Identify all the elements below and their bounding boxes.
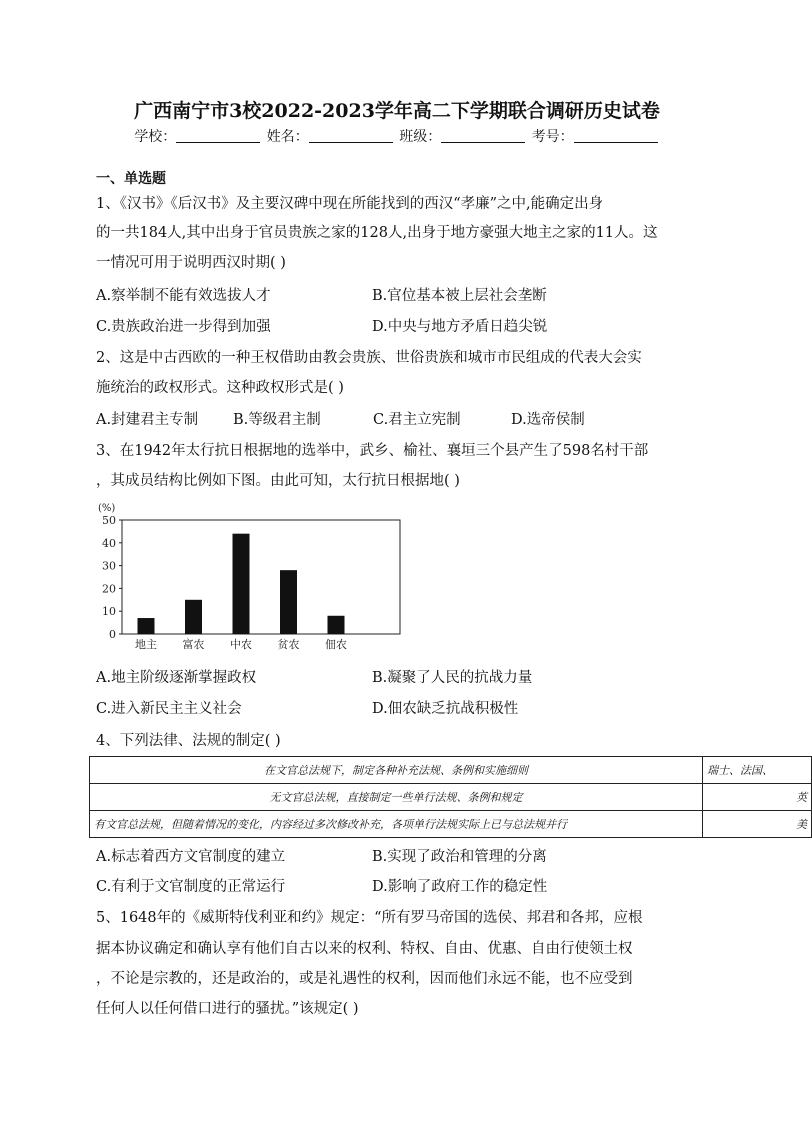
q5-line-1: 5、1648年的《威斯特伐利亚和约》规定：“所有罗马帝国的选侯、邦君和各邦，应根 xyxy=(96,910,643,926)
q2-option-a[interactable]: A.封建君主专制 xyxy=(96,412,199,428)
q4-option-b[interactable]: B.实现了政治和管理的分离 xyxy=(372,849,547,865)
table-row xyxy=(90,811,812,838)
chart-plot-frame xyxy=(122,520,400,634)
table-cell: 有文官总法规，但随着情况的变化，内容经过多次修改补充，各项单行法规实际上已与总法规并行 xyxy=(90,811,703,838)
q3-option-c[interactable]: C.进入新民主主义社会 xyxy=(96,701,242,717)
chart-bar-1 xyxy=(138,618,155,634)
q1-option-b[interactable]: B.官位基本被上层社会垄断 xyxy=(372,288,547,304)
q1-option-a[interactable]: A.察举制不能有效选拔人才 xyxy=(96,288,271,304)
table-cell: 无文官总法规，直接制定一些单行法规、条例和规定 xyxy=(90,784,703,811)
chart-x-tick-label: 富农 xyxy=(182,638,205,651)
exam-number-label: 考号： xyxy=(531,129,574,145)
q3-line-1: 3、在1942年太行抗日根据地的选举中，武乡、榆社、襄垣三个县产生了598名村干部 xyxy=(96,443,649,459)
table-row xyxy=(90,784,812,811)
exam-title: 广西南宁市3校2022-2023学年高二下学期联合调研历史试卷 xyxy=(134,100,660,122)
chart-y-tick-label: 50 xyxy=(102,514,116,527)
school-blank xyxy=(176,128,260,143)
school-label: 学校： xyxy=(134,129,177,145)
q1-option-c[interactable]: C.贵族政治进一步得到加强 xyxy=(96,319,271,335)
chart-bar-3 xyxy=(233,534,250,634)
table-row xyxy=(90,757,812,784)
table-cell: 在文官总法规下，制定各种补充法规、条例和实施细则 xyxy=(90,757,703,784)
name-label: 姓名： xyxy=(266,129,309,145)
q5-line-2: 据本协议确定和确认享有他们自古以来的权利、特权、自由、优惠、自由行使领土权 xyxy=(96,941,633,957)
cadre-composition-bar-chart xyxy=(96,500,406,660)
q3-option-d[interactable]: D.佃农缺乏抗战积极性 xyxy=(372,701,519,717)
chart-bar-4 xyxy=(280,570,297,634)
q5-line-3: ，不论是宗教的，还是政治的，或是礼遇性的权利，因而他们永远不能，也不应受到 xyxy=(96,971,633,987)
chart-x-tick-label: 贫农 xyxy=(277,638,300,651)
q2-option-c[interactable]: C.君主立宪制 xyxy=(373,412,461,428)
civil-service-law-table xyxy=(89,756,812,838)
q1-line-2: 的一共184人,其中出身于官员贵族之家的128人,出身于地方豪强大地主之家的11人。这 xyxy=(96,225,658,241)
exam-number-blank xyxy=(574,128,658,143)
chart-bar-2 xyxy=(185,600,202,634)
chart-y-tick-label: 20 xyxy=(102,582,116,596)
q4-option-d[interactable]: D.影响了政府工作的稳定性 xyxy=(372,879,548,895)
name-blank xyxy=(309,128,393,143)
chart-x-tick-label: 中农 xyxy=(230,638,252,651)
chart-y-tick-label: 0 xyxy=(109,628,116,641)
q4-option-a[interactable]: A.标志着西方文官制度的建立 xyxy=(96,849,286,865)
q3-option-a[interactable]: A.地主阶级逐渐掌握政权 xyxy=(96,670,257,686)
table-cell: 英 xyxy=(703,784,812,811)
q4-option-c[interactable]: C.有利于文官制度的正常运行 xyxy=(96,879,286,895)
q2-option-b[interactable]: B.等级君主制 xyxy=(233,412,321,428)
chart-y-tick-label: 40 xyxy=(102,536,116,550)
table-cell: 瑞士、法国、 xyxy=(703,757,812,784)
chart-bar-5 xyxy=(328,616,345,634)
chart-y-axis-label: (%) xyxy=(98,503,116,514)
q3-option-b[interactable]: B.凝聚了人民的抗战力量 xyxy=(372,670,533,686)
chart-x-tick-label: 地主 xyxy=(135,638,157,651)
chart-y-tick-label: 30 xyxy=(102,559,116,573)
q1-line-3: 一情况可用于说明西汉时期( ) xyxy=(96,255,286,271)
q1-line-1: 1、《汉书》《后汉书》及主要汉碑中现在所能找到的西汉“孝廉”之中,能确定出身 xyxy=(96,196,604,212)
class-label: 班级： xyxy=(399,129,442,145)
chart-y-tick-label: 10 xyxy=(102,605,116,619)
table-cell: 美 xyxy=(703,811,812,838)
q2-option-d[interactable]: D.选帝侯制 xyxy=(511,412,585,428)
student-info-fields xyxy=(0,126,794,146)
class-blank xyxy=(441,128,525,143)
q2-line-2: 施统治的政权形式。这种政权形式是( ) xyxy=(96,380,344,396)
chart-x-tick-label: 佃农 xyxy=(325,638,347,651)
q4-line-1: 4、下列法律、法规的制定( ) xyxy=(96,733,281,749)
q1-option-d[interactable]: D.中央与地方矛盾日趋尖锐 xyxy=(372,319,548,335)
q2-line-1: 2、这是中古西欧的一种王权借助由教会贵族、世俗贵族和城市市民组成的代表大会实 xyxy=(96,350,642,366)
q3-line-2: ，其成员结构比例如下图。由此可知，太行抗日根据地( ) xyxy=(96,473,460,489)
q5-line-4: 任何人以任何借口进行的骚扰。”该规定( ) xyxy=(96,1001,359,1017)
section-heading: 一、单选题 xyxy=(96,171,166,187)
